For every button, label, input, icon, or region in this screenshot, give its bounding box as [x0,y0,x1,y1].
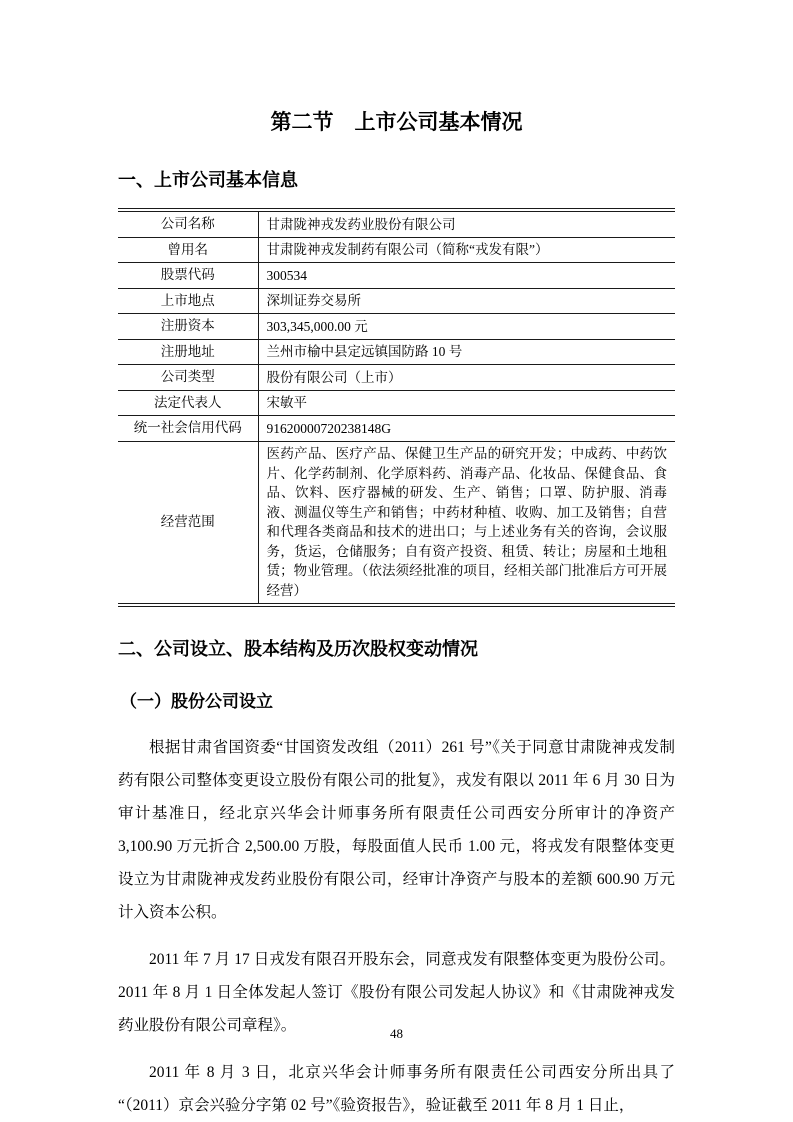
body-paragraph: 根据甘肃省国资委“甘国资发改组（2011）261 号”《关于同意甘肃陇神戎发制药有限公司整体变更设立股份有限公司的批复》，戎发有限以 2011 年 6 月 30 日为审计基准日，经北京兴华会计师事务所有限责任公司西安分所审计的净资产 3,100.90 万元折合 2,500.00 万股，每股面值人民币 1.00 元，将戎发有限整体变更设立为甘肃陇神戎发药业股份有限公司，经审计净资产与股本的差额 600.90 万元计入资本公积。 [118,738,675,921]
row-value: 深圳证券交易所 [266,293,361,308]
row-label: 股票代码 [118,263,258,289]
table-row [118,339,675,365]
row-label: 注册资本 [118,314,258,340]
row-value: 303,345,000.00 元 [266,318,368,334]
row-label: 曾用名 [118,237,258,263]
row-value: 300534 [266,267,307,283]
company-info-table [118,208,675,607]
row-value: 医药产品、医疗产品、保健卫生产品的研究开发；中成药、中药饮片、化学药制剂、化学原料药、消毒产品、化妆品、保健食品、食品、饮料、医疗器械的研发、生产、销售；口罩、防护服、消毒液、测温仪等生产和销售；中药材种植、收购、加工及销售；自营和代理各类商品和技术的进出口；与上述业务有关的咨询，会议服务，货运，仓储服务；自有资产投资、租赁、转让；房屋和土地租赁；物业管理。（依法须经批准的项目，经相关部门批准后方可开展经营） [266,446,667,598]
section-heading-establishment: 二、公司设立、股本结构及历次股权变动情况 [118,638,478,659]
row-value: 甘肃陇神戎发药业股份有限公司 [266,216,456,232]
body-paragraph: 2011 年 8 月 3 日，北京兴华会计师事务所有限责任公司西安分所出具了“（2011）京会兴验分字第 02 号”《验资报告》，验证截至 2011 年 8 月 1 日止， [118,1063,675,1114]
row-label: 注册地址 [118,339,258,365]
table-row [118,390,675,416]
section-heading-basic-info: 一、上市公司基本信息 [118,170,298,190]
row-value: 股份有限公司（上市） [266,369,402,385]
row-label: 上市地点 [118,288,258,314]
table-row [118,365,675,391]
body-paragraph: 2011 年 7 月 17 日戎发有限召开股东会，同意戎发有限整体变更为股份公司。2011 年 8 月 1 日全体发起人签订《股份有限公司发起人协议》和《甘肃陇神戎发药业股份有限公司章程》。 [118,950,675,1034]
body-paragraphs [118,731,675,1122]
table-row [118,288,675,314]
row-value: 宋敏平 [266,395,307,410]
row-value: 兰州市榆中县定远镇国防路 10 号 [266,344,463,359]
table-row [118,314,675,340]
row-label: 公司类型 [118,365,258,391]
row-label: 法定代表人 [118,390,258,416]
row-value: 91620000720238148G [266,420,391,436]
row-label: 经营范围 [118,441,258,605]
row-value: 甘肃陇神戎发制药有限公司（简称“戎发有限”） [266,242,549,257]
table-row [118,263,675,289]
subsection-heading-company-setup: （一）股份公司设立 [120,691,273,711]
page-title: 第二节 上市公司基本情况 [270,111,523,134]
table-row [118,237,675,263]
page-number: 48 [390,1026,403,1041]
row-label: 统一社会信用代码 [118,416,258,442]
table-row [118,441,675,605]
table-row [118,416,675,442]
info-table-body [118,210,675,605]
table-row [118,210,675,237]
row-label: 公司名称 [118,210,258,237]
